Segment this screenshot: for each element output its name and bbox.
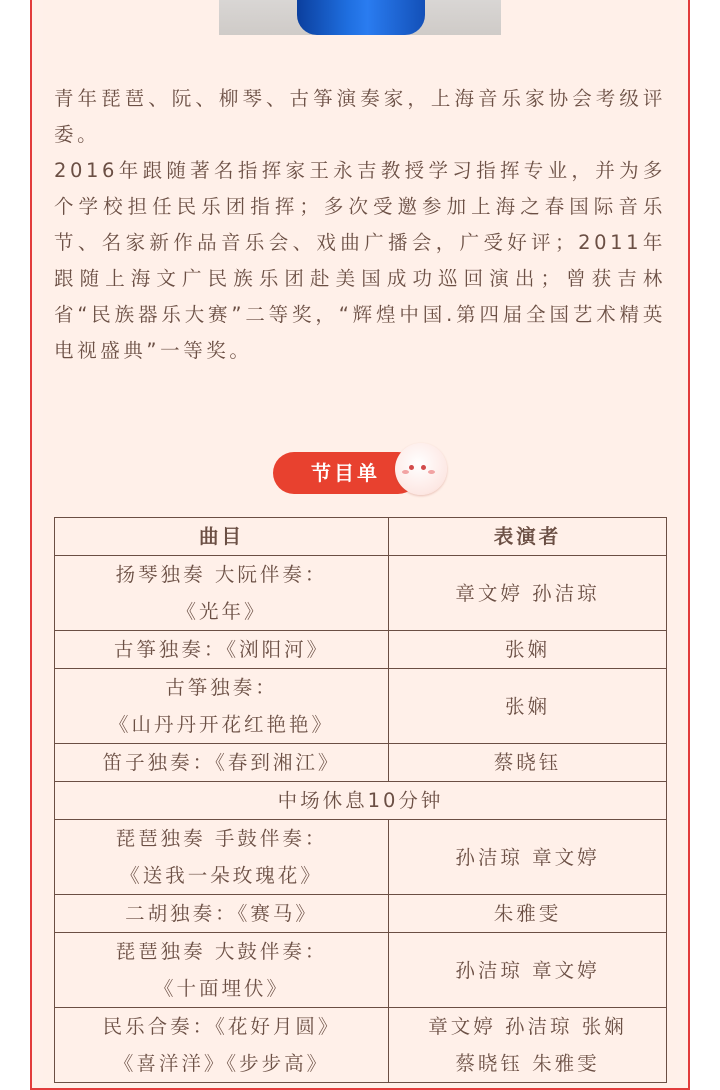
- table-row: [55, 820, 667, 895]
- piece-line: 《光年》: [176, 600, 267, 623]
- section-header: [273, 443, 449, 499]
- performer-cell: [389, 933, 667, 1008]
- column-header-performer: 表演者: [389, 518, 667, 556]
- performer-line: 张娴: [504, 638, 550, 661]
- piece-cell: [55, 631, 389, 669]
- table-row: [55, 744, 667, 782]
- table-row: [55, 1008, 667, 1083]
- bio-paragraph: 青年琵琶、阮、柳琴、古筝演奏家，上海音乐家协会考级评委。: [54, 87, 666, 146]
- performer-line: 蔡晓钰: [493, 751, 562, 774]
- program-body: [55, 556, 667, 1083]
- table-header-row: [55, 518, 667, 556]
- performer-cell: [389, 744, 667, 782]
- piece-line: 民乐合奏：《花好月圆》: [102, 1015, 341, 1038]
- performer-cell: [389, 820, 667, 895]
- performer-line: 章文婷 孙洁琼 张娴: [428, 1015, 627, 1038]
- performer-line: 孙洁琼 章文婷: [455, 845, 600, 869]
- piece-line: 二胡独奏：《赛马》: [125, 902, 318, 925]
- piece-line: 《送我一朵玫瑰花》: [120, 864, 323, 887]
- table-row: [55, 631, 667, 669]
- piece-line: 琵琶独奏 手鼓伴奏：: [115, 827, 328, 850]
- piece-cell: [55, 669, 389, 744]
- bio-paragraph: 2016年跟随著名指挥家王永吉教授学习指挥专业，并为多个学校担任民乐团指挥；多次受邀参加上海之春国际音乐节、名家新作品音乐会、戏曲广播会，广受好评；2011年跟随上海文广民族乐团赴美国成功巡回演出；曾获吉林省“民族器乐大赛”二等奖，“辉煌中国.第四届全国艺术精英电视盛典”一等奖。: [54, 159, 666, 362]
- performer-cell: [389, 895, 667, 933]
- piece-line: 琵琶独奏 大鼓伴奏：: [115, 940, 328, 963]
- performer-bio: [54, 81, 666, 369]
- piece-line: 古筝独奏：: [165, 676, 278, 699]
- table-row: [55, 556, 667, 631]
- column-header-piece: 曲目: [55, 518, 389, 556]
- performer-line: 张娴: [504, 694, 550, 718]
- performer-line: 孙洁琼 章文婷: [455, 958, 600, 982]
- piece-cell: [55, 556, 389, 631]
- piece-cell: [55, 895, 389, 933]
- piece-cell: [55, 1008, 389, 1083]
- performer-line: 朱雅雯: [493, 902, 562, 925]
- piece-line: 扬琴独奏 大阮伴奏：: [115, 563, 328, 586]
- piece-line: 《喜洋洋》《步步高》: [113, 1052, 330, 1075]
- table-row: [55, 669, 667, 744]
- table-row: [55, 933, 667, 1008]
- performer-cell: [389, 1008, 667, 1083]
- piece-line: 《山丹丹开花红艳艳》: [108, 713, 334, 736]
- table-row: [55, 782, 667, 820]
- performer-photo: [219, 0, 501, 35]
- performer-cell: [389, 669, 667, 744]
- performer-line: 蔡晓钰 朱雅雯: [455, 1052, 600, 1075]
- performer-dress: [297, 0, 425, 35]
- piece-cell: [55, 933, 389, 1008]
- section-title: 节目单: [273, 452, 419, 494]
- intermission-cell: 中场休息10分钟: [55, 782, 667, 820]
- table-row: [55, 895, 667, 933]
- mascot-icon: [395, 443, 447, 495]
- performer-cell: [389, 556, 667, 631]
- performer-line: 章文婷 孙洁琼: [455, 581, 600, 605]
- performer-cell: [389, 631, 667, 669]
- program-table: [54, 517, 667, 1083]
- piece-line: 《十面埋伏》: [153, 977, 289, 1000]
- piece-line: 古筝独奏：《浏阳河》: [113, 638, 330, 661]
- piece-cell: [55, 744, 389, 782]
- piece-cell: [55, 820, 389, 895]
- piece-line: 笛子独奏：《春到湘江》: [102, 751, 341, 774]
